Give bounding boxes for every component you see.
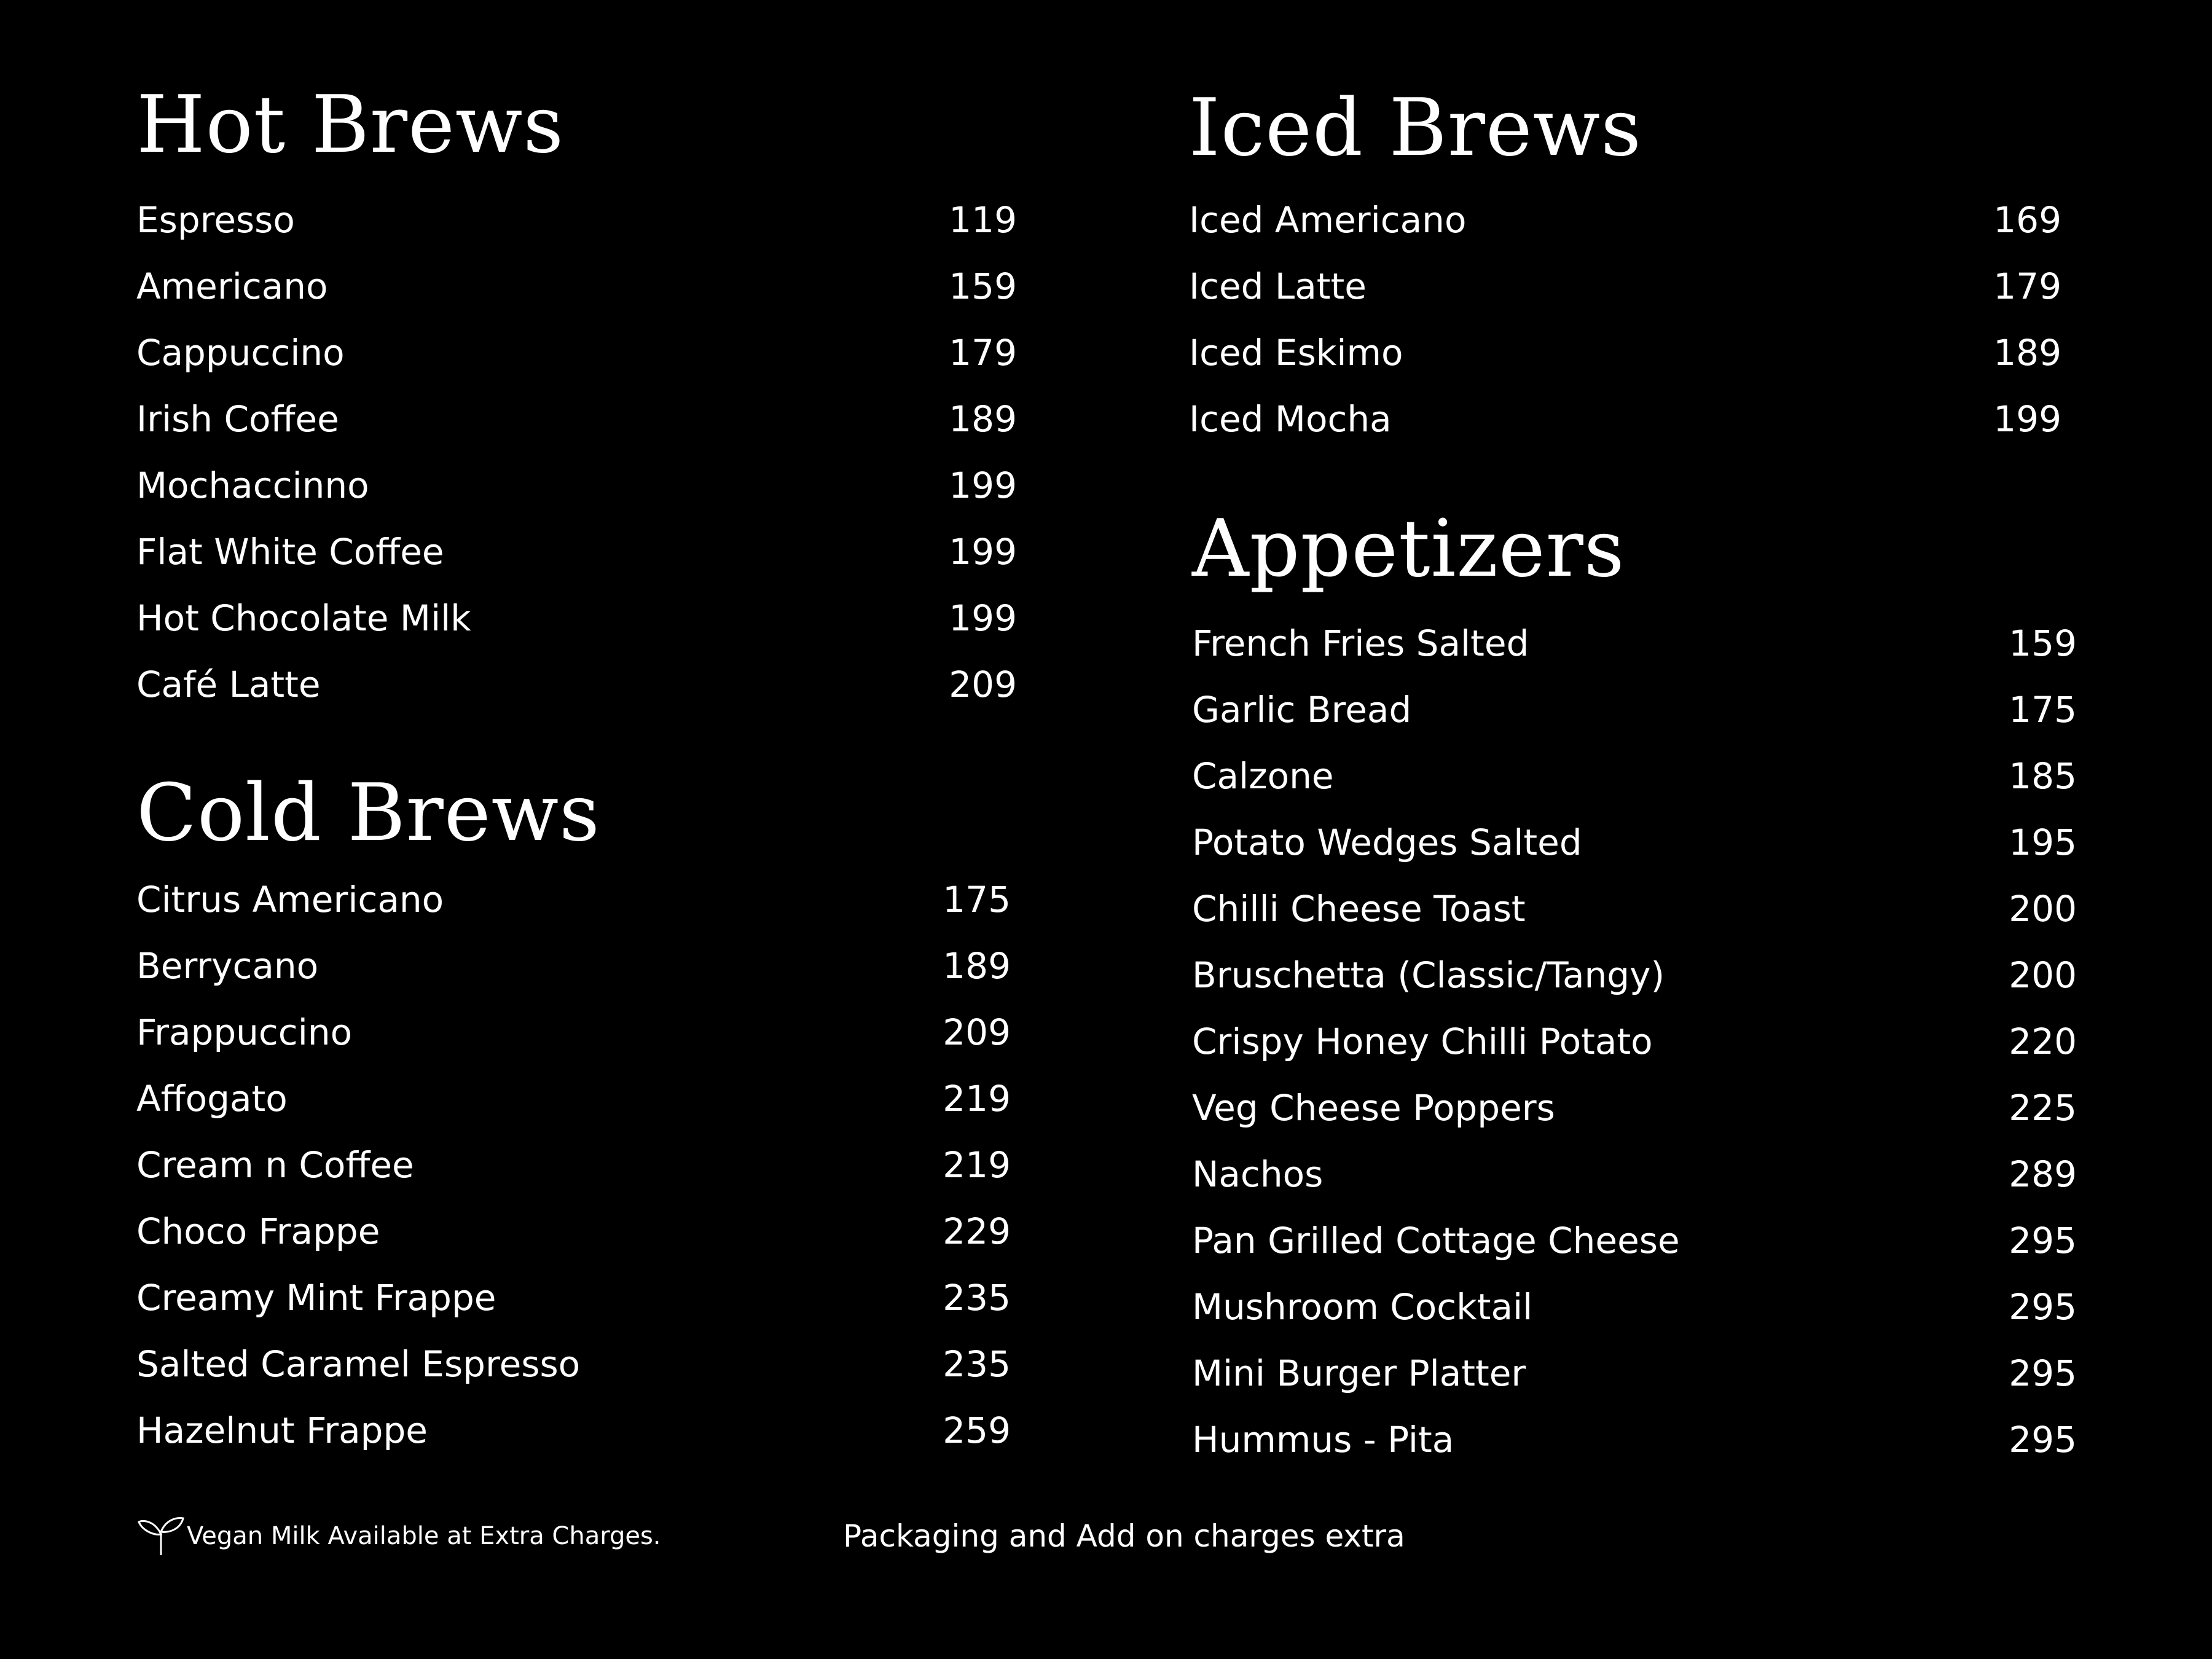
- menu-item: [1192, 1141, 2077, 1207]
- menu-item-name: Hazelnut Frappe: [136, 1410, 428, 1451]
- menu-item-price: 229: [943, 1210, 1011, 1252]
- menu-item: [136, 320, 1017, 386]
- menu-item-price: 219: [943, 1144, 1011, 1186]
- menu-item-price: 289: [2009, 1153, 2077, 1195]
- menu-item-name: Citrus Americano: [136, 879, 444, 920]
- menu-item: [1192, 610, 2077, 677]
- menu-item-name: Berrycano: [136, 945, 319, 987]
- menu-item: [1192, 1008, 2077, 1075]
- menu-item-name: Pan Grilled Cottage Cheese: [1192, 1220, 1680, 1261]
- appetizers-title: Appetizers: [1192, 503, 1625, 595]
- menu-item: [136, 187, 1017, 253]
- menu-item-name: Cappuccino: [136, 332, 345, 374]
- menu-item-name: Mini Burger Platter: [1192, 1352, 1526, 1394]
- menu-item-name: Café Latte: [136, 664, 321, 705]
- menu-item-name: Mushroom Cocktail: [1192, 1286, 1533, 1328]
- menu-item: [1192, 1207, 2077, 1274]
- menu-item-price: 219: [943, 1078, 1011, 1120]
- menu-item-price: 189: [1993, 332, 2061, 374]
- menu-item-name: Iced Latte: [1189, 265, 1367, 307]
- menu-item-price: 295: [2009, 1419, 2077, 1461]
- menu-item-name: Espresso: [136, 199, 295, 241]
- menu-item: [136, 933, 1011, 999]
- menu-item: [1192, 1340, 2077, 1406]
- menu-item: [1192, 876, 2077, 942]
- menu-item: [1192, 743, 2077, 809]
- menu-item: [1192, 942, 2077, 1008]
- menu-item: [136, 452, 1017, 519]
- menu-item-price: 159: [949, 265, 1017, 307]
- menu-item: [136, 1331, 1011, 1397]
- menu-item-name: Flat White Coffee: [136, 531, 444, 573]
- menu-item-name: Garlic Bread: [1192, 689, 1412, 731]
- menu-item: [1189, 187, 2061, 253]
- menu-item-name: Iced Americano: [1189, 199, 1467, 241]
- menu-item-name: Cream n Coffee: [136, 1144, 414, 1186]
- menu-item-price: 295: [2009, 1286, 2077, 1328]
- menu-item-price: 220: [2009, 1021, 2077, 1062]
- cold-brews-list: [136, 866, 1011, 1464]
- menu-item-name: Mochaccinno: [136, 465, 369, 506]
- menu-item-name: Calzone: [1192, 755, 1334, 797]
- menu-item-price: 179: [949, 332, 1017, 374]
- menu-item-price: 209: [949, 664, 1017, 705]
- menu-item-price: 195: [2009, 822, 2077, 863]
- menu-item-name: Creamy Mint Frappe: [136, 1277, 496, 1319]
- menu-item-name: Choco Frappe: [136, 1210, 380, 1252]
- menu-item-name: Iced Eskimo: [1189, 332, 1403, 374]
- menu-item-price: 199: [949, 465, 1017, 506]
- menu-item-price: 199: [949, 597, 1017, 639]
- leaf-sprout-icon: [136, 1515, 186, 1558]
- menu-item-name: Frappuccino: [136, 1011, 353, 1053]
- cold-brews-title: Cold Brews: [136, 767, 600, 859]
- menu-item: [136, 866, 1011, 933]
- menu-item: [136, 386, 1017, 452]
- menu-item-price: 189: [943, 945, 1011, 987]
- menu-item: [136, 519, 1017, 585]
- menu-item: [136, 999, 1011, 1065]
- menu-item-name: Veg Cheese Poppers: [1192, 1087, 1555, 1129]
- menu-item-name: Chilli Cheese Toast: [1192, 888, 1526, 930]
- menu-item: [1189, 320, 2061, 386]
- menu-item: [1192, 1274, 2077, 1340]
- menu-item-price: 185: [2009, 755, 2077, 797]
- menu-item: [136, 585, 1017, 651]
- menu-item-name: Irish Coffee: [136, 398, 339, 440]
- vegan-note-text: Vegan Milk Available at Extra Charges.: [187, 1522, 661, 1550]
- appetizers-list: [1192, 610, 2077, 1473]
- menu-item-price: 169: [1993, 199, 2061, 241]
- menu-item-price: 175: [943, 879, 1011, 920]
- menu-item-name: French Fries Salted: [1192, 622, 1529, 664]
- menu-item-price: 235: [943, 1277, 1011, 1319]
- menu-item: [1192, 677, 2077, 743]
- menu-item-price: 199: [1993, 398, 2061, 440]
- menu-item-name: Iced Mocha: [1189, 398, 1392, 440]
- menu-item: [136, 253, 1017, 320]
- menu-item-price: 295: [2009, 1220, 2077, 1261]
- menu-item-price: 159: [2009, 622, 2077, 664]
- menu-item-price: 225: [2009, 1087, 2077, 1129]
- packaging-note: Packaging and Add on charges extra: [843, 1518, 1405, 1554]
- menu-item: [1189, 386, 2061, 452]
- menu-item: [136, 1065, 1011, 1132]
- menu-item-price: 179: [1993, 265, 2061, 307]
- menu-item-name: Americano: [136, 265, 328, 307]
- menu-item-name: Affogato: [136, 1078, 288, 1120]
- menu-item-name: Bruschetta (Classic/Tangy): [1192, 954, 1665, 996]
- menu-item: [136, 1198, 1011, 1265]
- menu-item-name: Salted Caramel Espresso: [136, 1343, 581, 1385]
- iced-brews-title: Iced Brews: [1189, 82, 1642, 174]
- hot-brews-list: [136, 187, 1017, 718]
- vegan-note: [136, 1512, 661, 1561]
- menu-item-price: 200: [2009, 888, 2077, 930]
- menu-item-price: 175: [2009, 689, 2077, 731]
- menu-item: [136, 1265, 1011, 1331]
- menu-item: [136, 1132, 1011, 1198]
- menu-item: [1189, 253, 2061, 320]
- menu-item-price: 189: [949, 398, 1017, 440]
- menu-item-price: 295: [2009, 1352, 2077, 1394]
- menu-item: [1192, 1075, 2077, 1141]
- menu-item-name: Hummus - Pita: [1192, 1419, 1454, 1461]
- menu-item-name: Hot Chocolate Milk: [136, 597, 471, 639]
- menu-item-price: 235: [943, 1343, 1011, 1385]
- menu-item-name: Potato Wedges Salted: [1192, 822, 1582, 863]
- hot-brews-title: Hot Brews: [136, 79, 565, 171]
- iced-brews-list: [1189, 187, 2061, 452]
- menu-item-price: 209: [943, 1011, 1011, 1053]
- menu-item-price: 119: [949, 199, 1017, 241]
- menu-item-price: 200: [2009, 954, 2077, 996]
- menu-item-name: Nachos: [1192, 1153, 1324, 1195]
- menu-item: [1192, 809, 2077, 876]
- menu-item: [136, 651, 1017, 718]
- menu-item: [136, 1397, 1011, 1464]
- menu-item-price: 259: [943, 1410, 1011, 1451]
- menu-item-price: 199: [949, 531, 1017, 573]
- menu-item-name: Crispy Honey Chilli Potato: [1192, 1021, 1653, 1062]
- menu-item: [1192, 1406, 2077, 1473]
